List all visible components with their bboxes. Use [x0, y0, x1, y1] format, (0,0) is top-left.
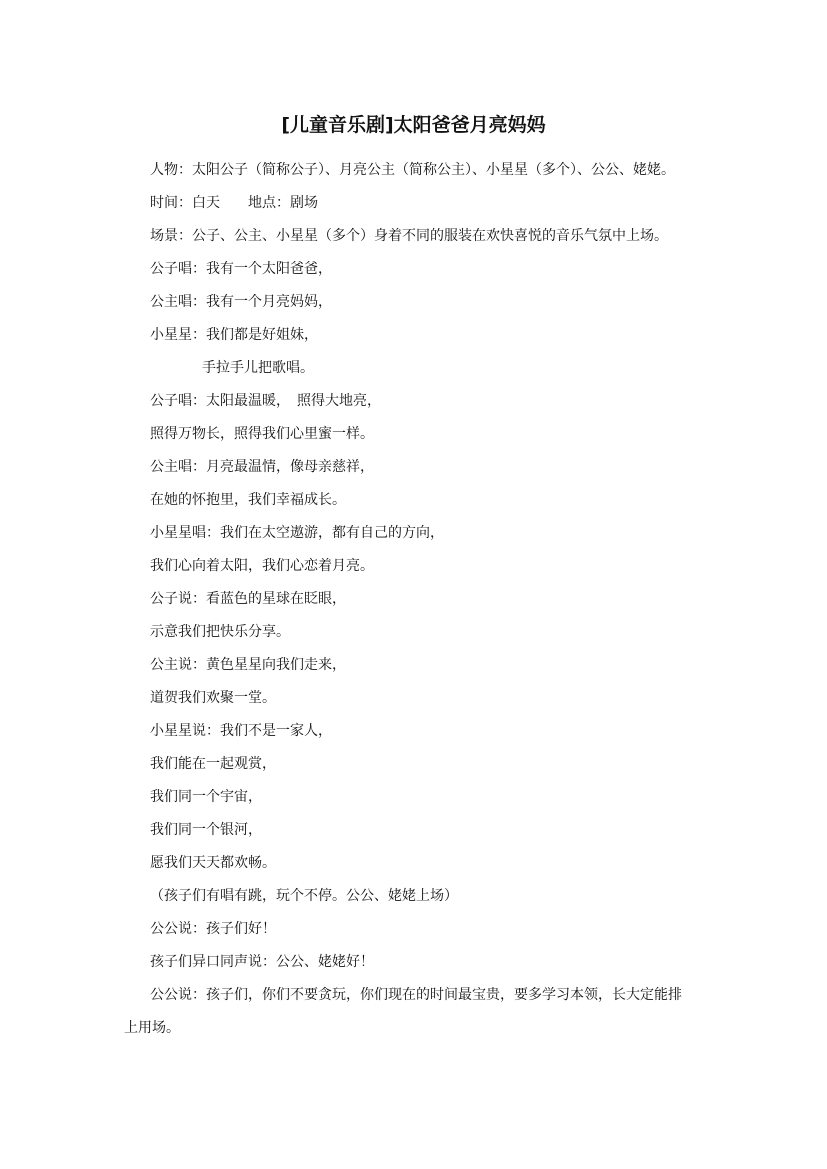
script-line: 小星星说：我们不是一家人，	[150, 723, 332, 739]
script-line: 公主唱：月亮最温情，像母亲慈祥，	[150, 459, 374, 475]
script-line: 我们同一个银河，	[150, 822, 262, 838]
script-line: 孩子们异口同声说：公公、姥姥好！	[150, 954, 374, 970]
script-line: 公公说：孩子们好！	[150, 921, 276, 937]
script-line: 公主说：黄色星星向我们走来，	[150, 657, 346, 673]
document-title: [儿童音乐剧]太阳爸爸月亮妈妈	[281, 114, 546, 136]
time-place-line: 时间：白天 地点：剧场	[150, 195, 318, 211]
script-line: 道贺我们欢聚一堂。	[150, 690, 276, 706]
document-body	[124, 160, 705, 1038]
script-line: 公子唱：我有一个太阳爸爸，	[150, 261, 332, 277]
script-line: 我们心向着太阳，我们心恋着月亮。	[150, 558, 374, 574]
script-line: 在她的怀抱里，我们幸福成长。	[150, 492, 346, 508]
scene-line: 场景：公子、公主、小星星（多个）身着不同的服装在欢快喜悦的音乐气氛中上场。	[150, 228, 668, 244]
script-line-continuation: 上用场。	[124, 1020, 180, 1036]
script-line: 公子唱：太阳最温暖， 照得大地亮，	[150, 393, 381, 409]
script-line: 手拉手儿把歌唱。	[202, 360, 314, 376]
cast-line: 人物：太阳公子（简称公子）、月亮公主（简称公主）、小星星（多个）、公公、姥姥。	[150, 162, 675, 178]
script-line: 我们能在一起观赏，	[150, 756, 276, 772]
script-line: 小星星：我们都是好姐妹，	[150, 327, 318, 343]
stage-direction-line: （孩子们有唱有跳，玩个不停。公公、姥姥上场）	[150, 888, 458, 904]
script-line: 公子说：看蓝色的星球在眨眼，	[150, 591, 346, 607]
script-line: 我们同一个宇宙，	[150, 789, 262, 805]
script-line: 小星星唱：我们在太空遨游，都有自己的方向，	[150, 525, 444, 541]
script-line: 公公说：孩子们，你们不要贪玩，你们现在的时间最宝贵，要多学习本领，长大定能排	[150, 987, 682, 1003]
script-line: 公主唱：我有一个月亮妈妈，	[150, 294, 332, 310]
script-line: 愿我们天天都欢畅。	[150, 855, 276, 871]
script-line: 示意我们把快乐分享。	[150, 624, 290, 640]
script-line: 照得万物长，照得我们心里蜜一样。	[150, 426, 374, 442]
